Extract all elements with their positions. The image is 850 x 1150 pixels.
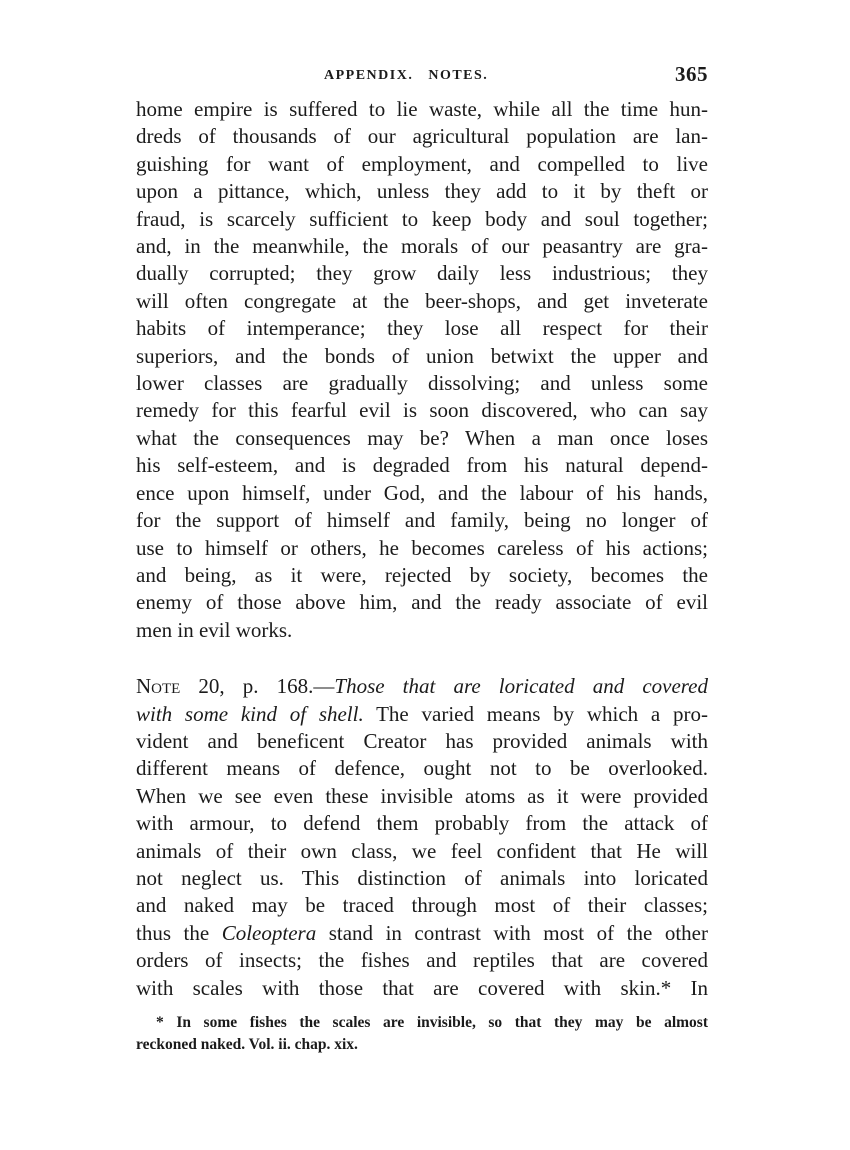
text-line: with armour, to defend them probably from the attack of (136, 811, 708, 836)
text-line: and being, as it were, rejected by society, becomes the (136, 562, 708, 587)
note-italic-heading: with some kind of shell. (136, 701, 364, 726)
text-line: men in evil works. (136, 617, 293, 642)
footnote (136, 1012, 708, 1056)
footnote-line: * In some fishes the scales are invisible, so that they may be almost (156, 1014, 708, 1031)
text-line: and, in the meanwhile, the morals of our peasantry are gra- (136, 234, 708, 259)
book-page (136, 58, 708, 1056)
text-line: animals of their own class, we feel confident that He will (136, 838, 708, 863)
text-line: not neglect us. This distinction of animals into loricated (136, 865, 708, 890)
text-line: dreds of thousands of our agricultural population are lan- (136, 124, 708, 149)
text-line: different means of defence, ought not to be overlooked. (136, 756, 708, 781)
text-line: remedy for this fearful evil is soon discovered, who can say (136, 398, 708, 423)
footnote-line: reckoned naked. Vol. ii. chap. xix. (136, 1036, 358, 1053)
text-line: home empire is suffered to lie waste, while all the time hun- (136, 97, 708, 121)
text-fragment: stand in contrast with most of the other (316, 920, 708, 945)
text-line: orders of insects; the fishes and reptiles that are covered (136, 948, 708, 973)
note-heading-line (136, 701, 708, 728)
text-line: his self-esteem, and is degraded from his natural depend- (136, 453, 708, 478)
text-line: use to himself or others, he becomes careless of his actions; (136, 535, 708, 560)
text-fragment: thus the (136, 920, 222, 945)
note-label: Note (136, 674, 181, 699)
running-head (136, 58, 708, 92)
text-line: enemy of those above him, and the ready associate of evil (136, 590, 708, 615)
note-20-paragraph (136, 673, 708, 1002)
text-line: for the support of himself and family, being no longer of (136, 508, 708, 533)
note-heading-tail: The varied means by which a pro- (363, 701, 708, 726)
note-italic-heading: Those that are loricated and covered (334, 674, 708, 699)
page-number: 365 (675, 62, 708, 86)
note-reference: 20, p. 168.— (180, 674, 335, 699)
text-line: and naked may be traced through most of their classes; (136, 893, 708, 918)
text-line: what the consequences may be? When a man once loses (136, 425, 708, 450)
text-line: superiors, and the bonds of union betwixt the upper and (136, 343, 708, 368)
text-line: upon a pittance, which, unless they add to it by theft or (136, 179, 708, 204)
text-line: will often congregate at the beer-shops, and get inveterate (136, 288, 708, 313)
text-line: with scales with those that are covered with skin.* In (136, 975, 708, 1000)
text-line: dually corrupted; they grow daily less industrious; they (136, 261, 708, 286)
paragraph-continuation (136, 96, 708, 644)
text-line: habits of intemperance; they lose all respect for their (136, 316, 708, 341)
text-line (136, 920, 708, 947)
text-line: lower classes are gradually dissolving; and unless some (136, 371, 708, 396)
text-line: ence upon himself, under God, and the labour of his hands, (136, 480, 708, 505)
note-heading-line (136, 673, 708, 700)
italic-term-coleoptera: Coleoptera (221, 920, 317, 945)
text-line: fraud, is scarcely sufficient to keep body and soul together; (136, 206, 708, 231)
running-head-title: APPENDIX. NOTES. (324, 68, 489, 83)
text-line: When we see even these invisible atoms as it were provided (136, 783, 708, 808)
text-line: vident and beneficent Creator has provided animals with (136, 728, 708, 753)
text-line: guishing for want of employment, and compelled to live (136, 151, 708, 176)
